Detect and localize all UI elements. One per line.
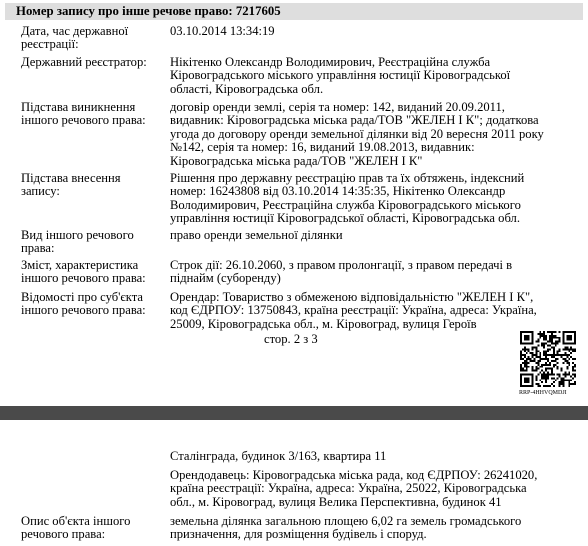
subject-info-label [21,291,169,318]
value-line: країна реєстрації: Україна, адреса: Україна, 25022, Кіровоградська [170,481,527,496]
value-line: угода до договору оренди земельної ділянки від 20 вересня 2011 року [170,126,544,141]
label-line: Опис об'єкта іншого [21,514,131,528]
value-line: Кіровоградського міського управління юстиції Кіровоградської [170,68,511,83]
lessor-info-value [170,469,580,509]
right-basis-value [170,101,580,168]
subject-address-continued [170,450,580,463]
subject-info-value [170,291,580,331]
entry-basis-value [170,172,580,226]
label-line: речового права: [21,527,106,542]
value-line: 25009, Кіровоградська обл., м. Кіровоград, вулиця Героїв [170,316,477,331]
object-description-label [21,515,169,542]
label-line: права: [21,241,55,256]
label-line: іншого речового права: [21,303,146,318]
registration-date-label [21,25,169,52]
value-line: видавник: Кіровоградська міська рада/ТОВ "ЖЕЛЕН І К"; додаткова [170,113,539,128]
page-separator [0,406,588,420]
qr-code-caption: RRP-4HHVQMDJI [519,390,567,396]
object-description-value [170,515,580,542]
record-title-bar [5,3,583,20]
value-line: номер: 16243808 від 03.10.2014 14:35:35, Нікітенко Олександр [170,184,506,199]
document-page-3 [0,420,588,546]
label-line: Зміст, характеристика [21,258,139,272]
value-line: договір оренди землі, серія та номер: 142, виданий 20.09.2011, [170,100,505,114]
label-line: Вид іншого речового [21,228,134,242]
right-content-value [170,259,580,286]
label-line: реєстрації: [21,37,79,52]
value-line: піднайм (суборенду) [170,271,281,286]
label-line: Підстава виникнення [21,100,136,114]
value-line: Кіровоградська міська рада/ТОВ "ЖЕЛЕН І К" [170,153,423,168]
registrar-label [21,56,169,69]
label-line: запису: [21,184,60,199]
label-line: Дата, час державної [21,24,129,38]
label-line: Підстава внесення [21,171,121,185]
value-line: Строк дії: 26.10.2060, з правом пролонгації, з правом передачі в [170,258,513,272]
value-line: Орендодавець: Кіровоградська міська рада, код ЄДРПОУ: 26241020, [170,468,538,482]
value-line: обл., м. Кіровоград, вулиця Велика Перспективна, будинок 41 [170,494,502,509]
value-line: Сталінграда, будинок 3/163, квартира 11 [170,449,387,463]
value-line: право оренди земельної ділянки [170,228,343,242]
value-line: Орендар: Товариство з обмеженою відповідальністю "ЖЕЛЕН І К", [170,290,534,304]
value-line: земельна ділянка загальною площею 6,02 га земель громадського [170,514,522,528]
value-line: 03.10.2014 13:34:19 [170,24,275,38]
right-type-label [21,229,169,256]
registration-date-value [170,25,580,38]
value-line: Нікітенко Олександр Володимирович, Реєстраційна служба [170,55,491,69]
label-line: іншого речового права: [21,271,146,286]
page-number: стор. 2 з 3 [264,332,318,346]
value-line: управління юстиції Кіровоградської області, Кіровоградська обл. [170,211,520,226]
value-line: області, Кіровоградська обл. [170,81,324,96]
value-line: призначення, для розміщення будівель і споруд. [170,527,427,542]
record-title: Номер запису про інше речове право: 7217605 [16,4,281,18]
value-line: код ЄДРПОУ: 13750843, країна реєстрації: Україна, адреса: Україна, [170,303,537,318]
registrar-value [170,56,580,96]
value-line: Рішення про державну реєстрацію прав та їх обтяжень, індексний [170,171,525,185]
right-basis-label [21,101,169,128]
right-type-value [170,229,580,242]
entry-basis-label [21,172,169,199]
label-line: іншого речового права: [21,113,146,128]
value-line: Володимирович, Реєстраційна служба Кіровоградського міського [170,197,521,212]
value-line: №142, серія та номер: 16, виданий 19.08.2013, видавник: [170,140,475,155]
qr-code-icon [520,331,576,387]
label-line: Відомості про суб'єкта [21,290,144,304]
right-content-label [21,259,169,286]
label-line: Державний реєстратор: [21,55,147,69]
